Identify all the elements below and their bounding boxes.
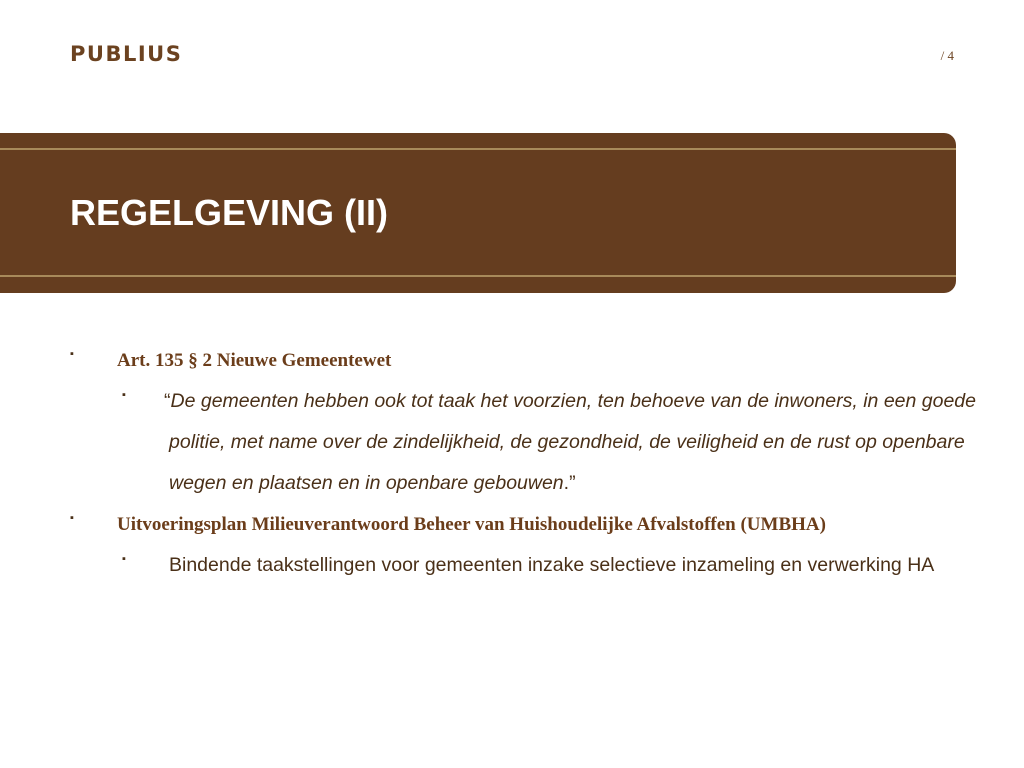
bullet-item-art-135 [0,340,1024,381]
sub-bullet-text [164,381,989,504]
close-quote: .” [563,472,576,494]
open-quote: “ [164,390,171,412]
sub-bullet-text: Bindende taakstellingen voor gemeenten inzake selectieve inzameling en verwerking HA [169,554,935,576]
title-bar-top-line [0,148,956,150]
page-number: / 4 [940,48,954,63]
publius-logo: PUBLIUS [70,42,183,66]
sub-bullet-item-taakstellingen [0,545,1024,586]
title-bar [0,133,956,293]
bullet-text: Uitvoeringsplan Milieuverantwoord Beheer van Huishoudelijke Afvalstoffen (UMBHA) [117,514,826,535]
bullet-item-umbha [0,504,1024,545]
quote-body: De gemeenten hebben ook tot taak het voorzien, ten behoeve van de inwoners, in een goede politie, met name over de zindelijkheid, de gezondheid, de veiligheid en de rust op openbare wegen en plaatsen en in openbare gebouwen [169,390,976,494]
square-bullet-icon: ▪ [122,553,126,565]
sub-bullet-item-quote [0,381,1024,504]
slide-content [0,340,1024,586]
bullet-text: Art. 135 § 2 Nieuwe Gemeentewet [117,350,392,371]
square-bullet-icon: ▪ [70,512,74,524]
slide-title: REGELGEVING (II) [70,192,389,233]
square-bullet-icon: ▪ [70,348,74,360]
title-bar-bottom-line [0,275,956,277]
square-bullet-icon: ▪ [122,389,126,401]
